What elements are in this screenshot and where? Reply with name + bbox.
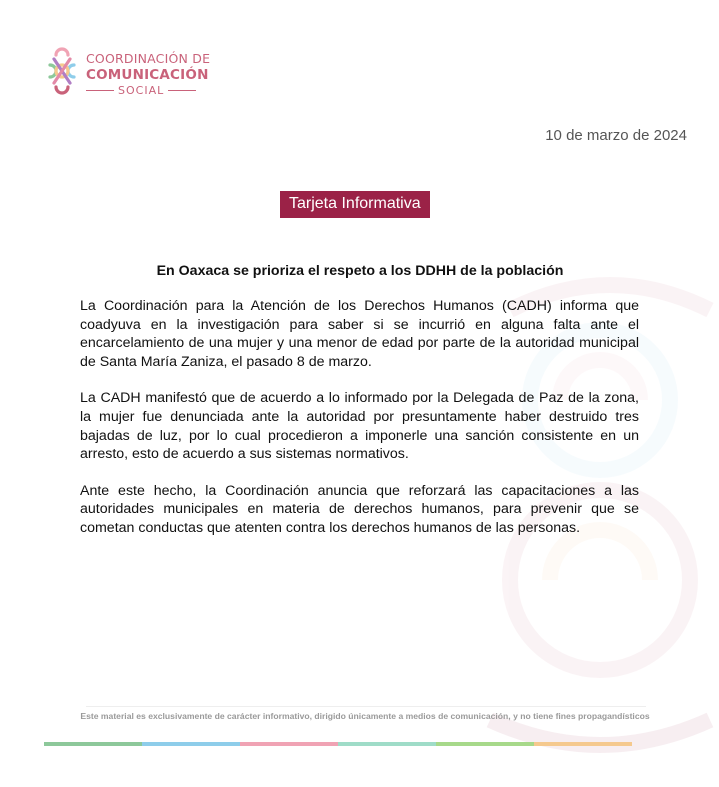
article-paragraph: Ante este hecho, la Coordinación anuncia que reforzará las capacitaciones a las autoridades municipales en materia de derechos humanos, para prevenir que se cometan conductas que atenten contra los derechos humanos de las personas. xyxy=(80,482,639,536)
article-paragraph: La Coordinación para la Atención de los Derechos Humanos (CADH) informa que coadyuva en la investigación para saber si se incurrió en alguna falta ante el encarcelamiento de una mujer y una menor de edad por parte de la autoridad municipal de Santa María Zaniza, el pasado 8 de marzo. xyxy=(80,298,639,370)
logo-knot-icon xyxy=(42,45,82,97)
article-paragraph: La CADH manifestó que de acuerdo a lo informado por la Delegada de Paz de la zona, la mujer fue denunciada ante la autoridad por presuntamente haber destruido tres bajadas de luz, por lo cual procedieron a imponerle una sanción consistente en un arresto, esto de acuerdo a sus sistemas normativos. xyxy=(80,390,639,463)
document-type-badge: Tarjeta Informativa xyxy=(280,191,430,218)
article-headline: En Oaxaca se prioriza el respeto a los DDHH de la población xyxy=(156,263,564,279)
stripe-segment xyxy=(240,742,338,746)
logo-line-1: COORDINACIÓN DE xyxy=(86,51,211,66)
footer-disclaimer: Este material es exclusivamente de carácter informativo, dirigido únicamente a medios de comunicación, y no tiene fines propagandísticos xyxy=(80,711,650,721)
footer-divider xyxy=(86,706,646,707)
stripe-segment xyxy=(534,742,632,746)
stripe-segment xyxy=(436,742,534,746)
stripe-segment xyxy=(44,742,142,746)
stripe-segment xyxy=(338,742,436,746)
organization-logo xyxy=(42,45,222,100)
logo-line-2: COMUNICACIÓN xyxy=(86,67,209,83)
document-date: 10 de marzo de 2024 xyxy=(545,127,687,144)
footer-color-stripe xyxy=(44,742,632,746)
article-body xyxy=(80,297,639,556)
logo-line-3 xyxy=(86,84,210,97)
stripe-segment xyxy=(142,742,240,746)
logo-line-3-text: SOCIAL xyxy=(118,84,165,97)
